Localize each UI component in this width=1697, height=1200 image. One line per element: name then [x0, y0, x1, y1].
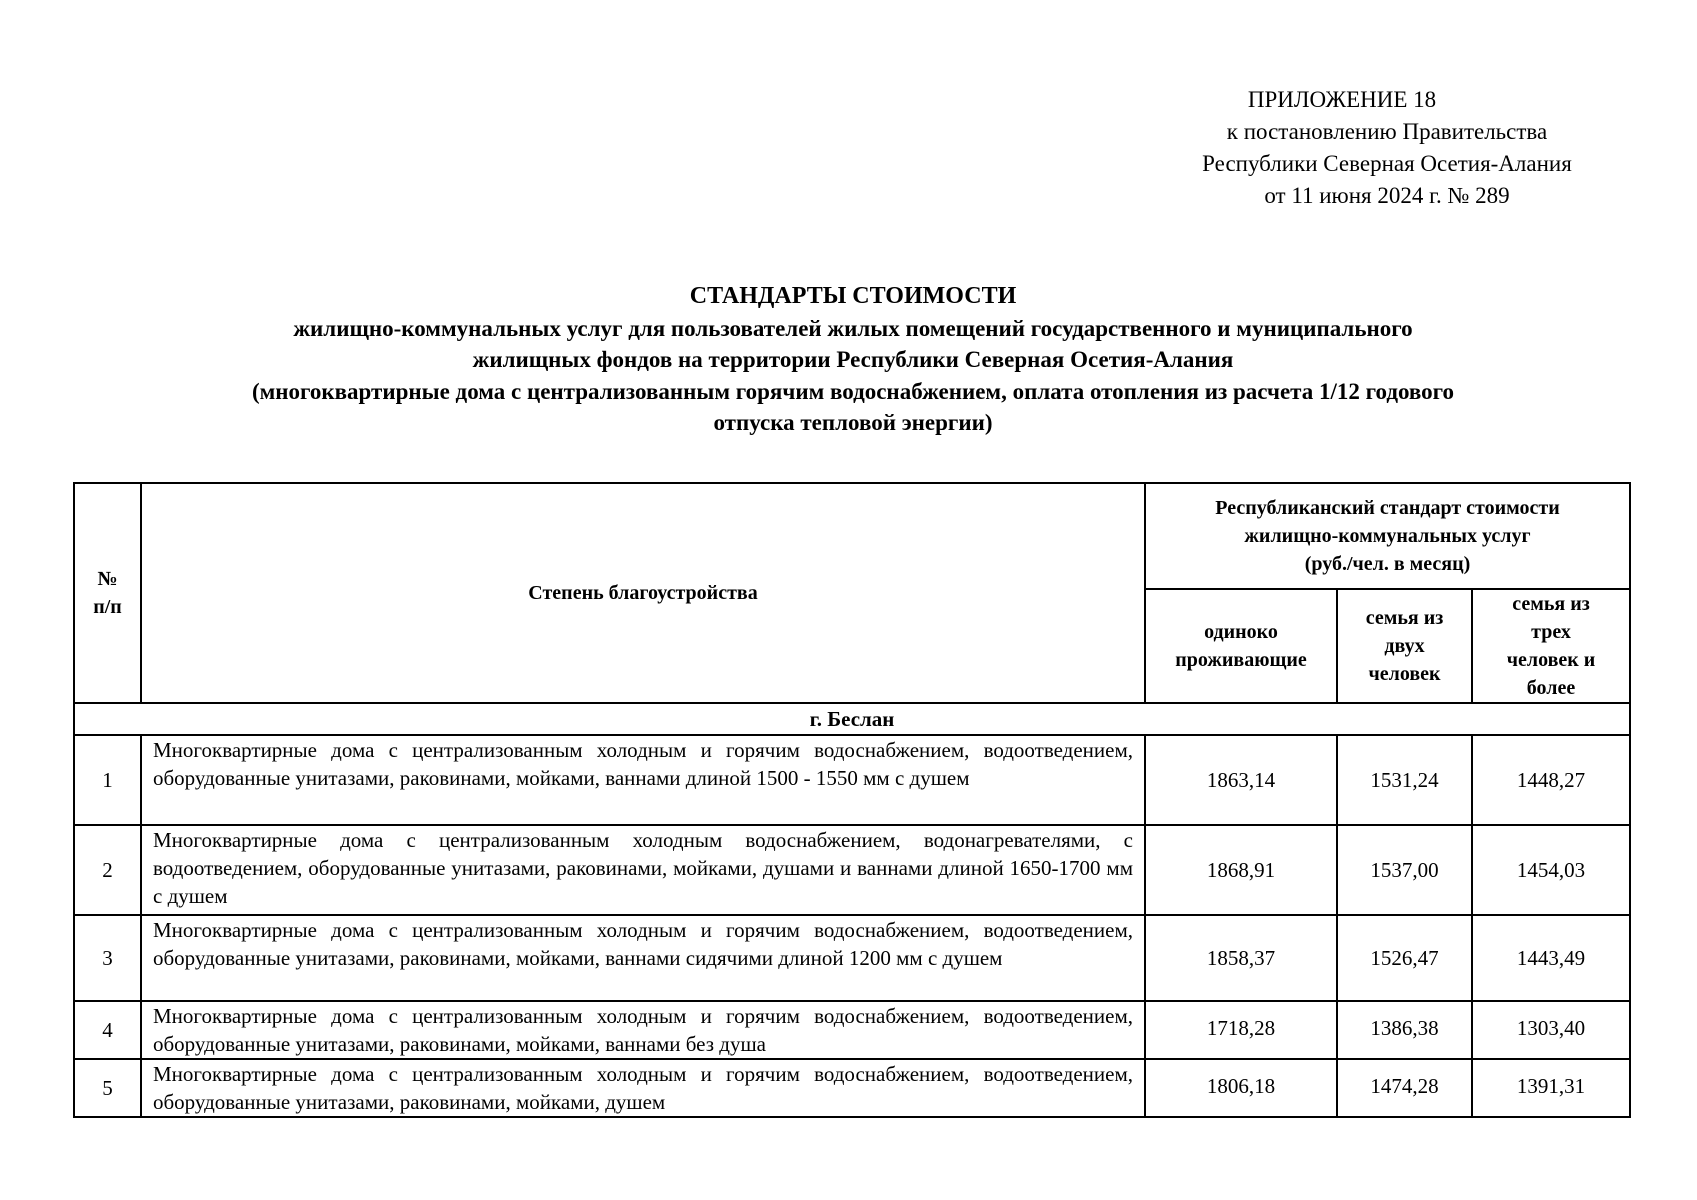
row-two: 1537,00: [1337, 825, 1472, 915]
title-line-3: жилищных фондов на территории Республики Северная Осетия-Алания: [472, 347, 1234, 372]
header-single: одиноко проживающие: [1145, 589, 1337, 703]
section-row: [74, 703, 1630, 735]
annex-resolution: к постановлению Правительства: [1226, 119, 1548, 144]
header-standard: Республиканский стандарт стоимости жилищно-коммунальных услуг (руб./чел. в месяц): [1145, 483, 1630, 589]
row-description: Многоквартирные дома с централизованным холодным и горячим водоснабжением, водоотведением, оборудованные унитазами, раковинами, мойками, ваннами сидячими длиной 1200 мм с душем: [141, 915, 1145, 1001]
row-description: Многоквартирные дома с централизованным холодным и горячим водоснабжением, водоотведением, оборудованные унитазами, раковинами, мойками, душем: [141, 1059, 1145, 1117]
table-header-row: [74, 483, 1630, 589]
header-three: семья из трех человек и более: [1472, 589, 1630, 703]
annex-number: ПРИЛОЖЕНИЕ 18: [1247, 87, 1437, 112]
row-single: 1806,18: [1145, 1059, 1337, 1117]
row-single: 1858,37: [1145, 915, 1337, 1001]
cost-standards-table: [73, 482, 1631, 1118]
row-three: 1454,03: [1472, 825, 1630, 915]
row-description: Многоквартирные дома с централизованным холодным водоснабжением, водонагревателями, с водоотведением, оборудованные унитазами, раковинами, мойками, душами и ваннами длиной 1650-1700 мм с душем: [141, 825, 1145, 915]
annex-header: [1147, 84, 1627, 212]
table-row: [74, 825, 1630, 915]
row-three: 1448,27: [1472, 735, 1630, 825]
title-line-5: отпуска тепловой энергии): [713, 410, 993, 435]
row-single: 1718,28: [1145, 1001, 1337, 1059]
row-description: Многоквартирные дома с централизованным холодным и горячим водоснабжением, водоотведением, оборудованные унитазами, раковинами, мойками, ваннами без душа: [141, 1001, 1145, 1059]
row-three: 1391,31: [1472, 1059, 1630, 1117]
row-two: 1474,28: [1337, 1059, 1472, 1117]
row-num: 3: [74, 915, 141, 1001]
row-num: 5: [74, 1059, 141, 1117]
row-num: 4: [74, 1001, 141, 1059]
title-line-4: (многоквартирные дома с централизованным горячим водоснабжением, оплата отопления из расчета 1/12 годового: [251, 378, 1455, 404]
row-num: 1: [74, 735, 141, 825]
row-single: 1863,14: [1145, 735, 1337, 825]
annex-date: от 11 июня 2024 г. № 289: [1264, 183, 1510, 208]
header-two: семья из двух человек: [1337, 589, 1472, 703]
row-three: 1303,40: [1472, 1001, 1630, 1059]
section-city: г. Беслан: [74, 703, 1630, 735]
row-two: 1526,47: [1337, 915, 1472, 1001]
header-num: № п/п: [74, 483, 141, 703]
row-three: 1443,49: [1472, 915, 1630, 1001]
title-main: СТАНДАРТЫ СТОИМОСТИ: [689, 283, 1017, 309]
row-description: Многоквартирные дома с централизованным холодным и горячим водоснабжением, водоотведением, оборудованные унитазами, раковинами, мойками, ваннами длиной 1500 - 1550 мм с душем: [141, 735, 1145, 825]
table-row: [74, 1001, 1630, 1059]
row-num: 2: [74, 825, 141, 915]
document-title: [90, 281, 1616, 439]
row-two: 1386,38: [1337, 1001, 1472, 1059]
table-row: [74, 1059, 1630, 1117]
title-line-2: жилищно-коммунальных услуг для пользователей жилых помещений государственного и муниципального: [293, 315, 1413, 341]
annex-government: Республики Северная Осетия-Алания: [1202, 151, 1572, 176]
table-row: [74, 735, 1630, 825]
table-row: [74, 915, 1630, 1001]
row-single: 1868,91: [1145, 825, 1337, 915]
row-two: 1531,24: [1337, 735, 1472, 825]
header-degree: Степень благоустройства: [141, 483, 1145, 703]
